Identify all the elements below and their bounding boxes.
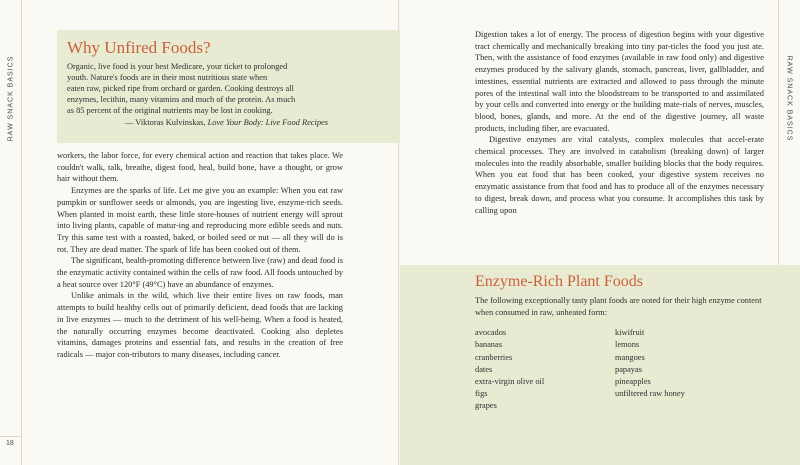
enzyme-rich-foods-callout [400,265,800,465]
food-list [475,327,778,412]
left-body-text [57,150,343,361]
food-item: unfiltered raw honey [615,389,685,399]
quote-line: Organic, live food is your best Medicare, your ticket to prolonged [67,62,288,71]
running-head-left [7,55,15,142]
running-head-right [785,55,793,142]
quote-line: enzymes, lecithin, many vitamins and much of the protein. As much [67,95,296,104]
page-number-left: 18 [6,440,14,447]
paragraph: Digestion takes a lot of energy. The process of digestion begins with your digestive tract chemically and mechanically breaking into tiny par-ticles the food you just ate. Then, with the assistance of food enzymes (available in raw food only) and digestive enzymes produced by the salivary glands, stomach, pancreas, liver, gallbladder, and intestines, essential nutrients are extracted and allowed to pass through the minute pores of the intestinal wall into the bloodstream to be transported to and assimilated by your cells and converted into energy or the building mate-rials of nerves, muscles, blood, bones, glands, and more. At the end of the digestive journey, all waste products, including fiber, are evacuated. [475,30,764,133]
bottom-rule-left [0,436,22,437]
left-margin-strip [0,0,22,465]
food-item: dates [475,364,493,374]
why-unfired-foods-callout [57,30,400,143]
food-item: grapes [475,401,497,411]
food-item: figs [475,389,488,399]
attribution-book-title: Love Your Body: Live Food Recipes [207,118,328,127]
callout-title-right: Enzyme-Rich Plant Foods [475,273,643,290]
food-item: papayas [615,364,642,374]
quote-line: as 85 percent of the original nutrients may be lost in cooking. [67,106,273,115]
food-item: extra-virgin olive oil [475,377,545,386]
food-item: kiwifruit [615,328,645,338]
food-item: cranberries [475,352,513,362]
paragraph: Enzymes are the sparks of life. Let me give you an example: When you eat raw pumpkin or sunflower seeds or almonds, you are ingesting live, enzyme-rich seeds. When planted in moist earth, these little store-houses of nutrient energy will sprout into living plants, capable of matur-ing and reproducing more edible seeds and nuts. Try this same test with a roasted, baked, or boiled seed or nut — all they will do is rot. They are dead matter. The spark of life has been cooked out of them. [57,186,343,254]
paragraph: Unlike animals in the wild, which live their entire lives on raw foods, man attempts to build healthy cells out of primarily deficient, dead foods that are lacking in live enzymes — much to the detriment of his well-being. When a food is heated, the naturally occurring enzymes become deactivated. Cooking also depletes vitamins, damages proteins and essential fats, and results in the creation of free radicals — major con-tributors to many diseases, including cancer. [57,291,343,359]
right-body-text [475,29,764,216]
paragraph: workers, the labor force, for every chemical action and reaction that takes place. We couldn't walk, talk, breathe, digest food, heal, build bone, have a thought, or grow hair without them. [57,151,343,184]
quote-line: youth. Nature's foods are in their most nutritious state when [67,73,268,82]
quote-line: eaten raw, picked ripe from orchard or garden. Cooking destroys all [67,84,294,93]
food-item: pineapples [615,377,651,386]
food-column-2 [615,327,755,412]
food-column-1 [475,327,615,412]
food-item: bananas [475,340,502,350]
left-page [0,0,399,465]
food-item: avocados [475,328,507,338]
food-item: lemons [615,340,640,350]
callout-title-left: Why Unfired Foods? [67,38,211,57]
running-head-left-text: RAW SNACK BASICS [7,55,15,142]
food-item: mangoes [615,352,645,362]
attribution-author: — Viktoras Kulvinskas, [124,118,208,127]
callout-quote [67,61,390,116]
callout-intro: The following exceptionally tasty plant foods are noted for their high enzyme content when consumed in raw, unheated form: [475,296,762,317]
paragraph: The significant, health-promoting difference between live (raw) and dead food is the enzymatic activity contained within the cells of raw food. All foods untouched by a heat source over 120°F (49°C) have an abundance of enzymes. [57,256,343,289]
quote-attribution [67,117,390,128]
paragraph: Digestive enzymes are vital catalysts, complex molecules that accel-erate chemical processes. They are involved in catabolism (breaking down) of larger molecules into the readily absorbable, smaller building blocks that the body requires. When you eat food that has been cooked, your digestive system receives no enzymatic assistance from that food and has to produce all of the enzymes necessary to digest, break down, and process what you consume. It accomplishes this task by calling upon [475,135,764,215]
running-head-right-text: RAW SNACK BASICS [785,55,793,142]
